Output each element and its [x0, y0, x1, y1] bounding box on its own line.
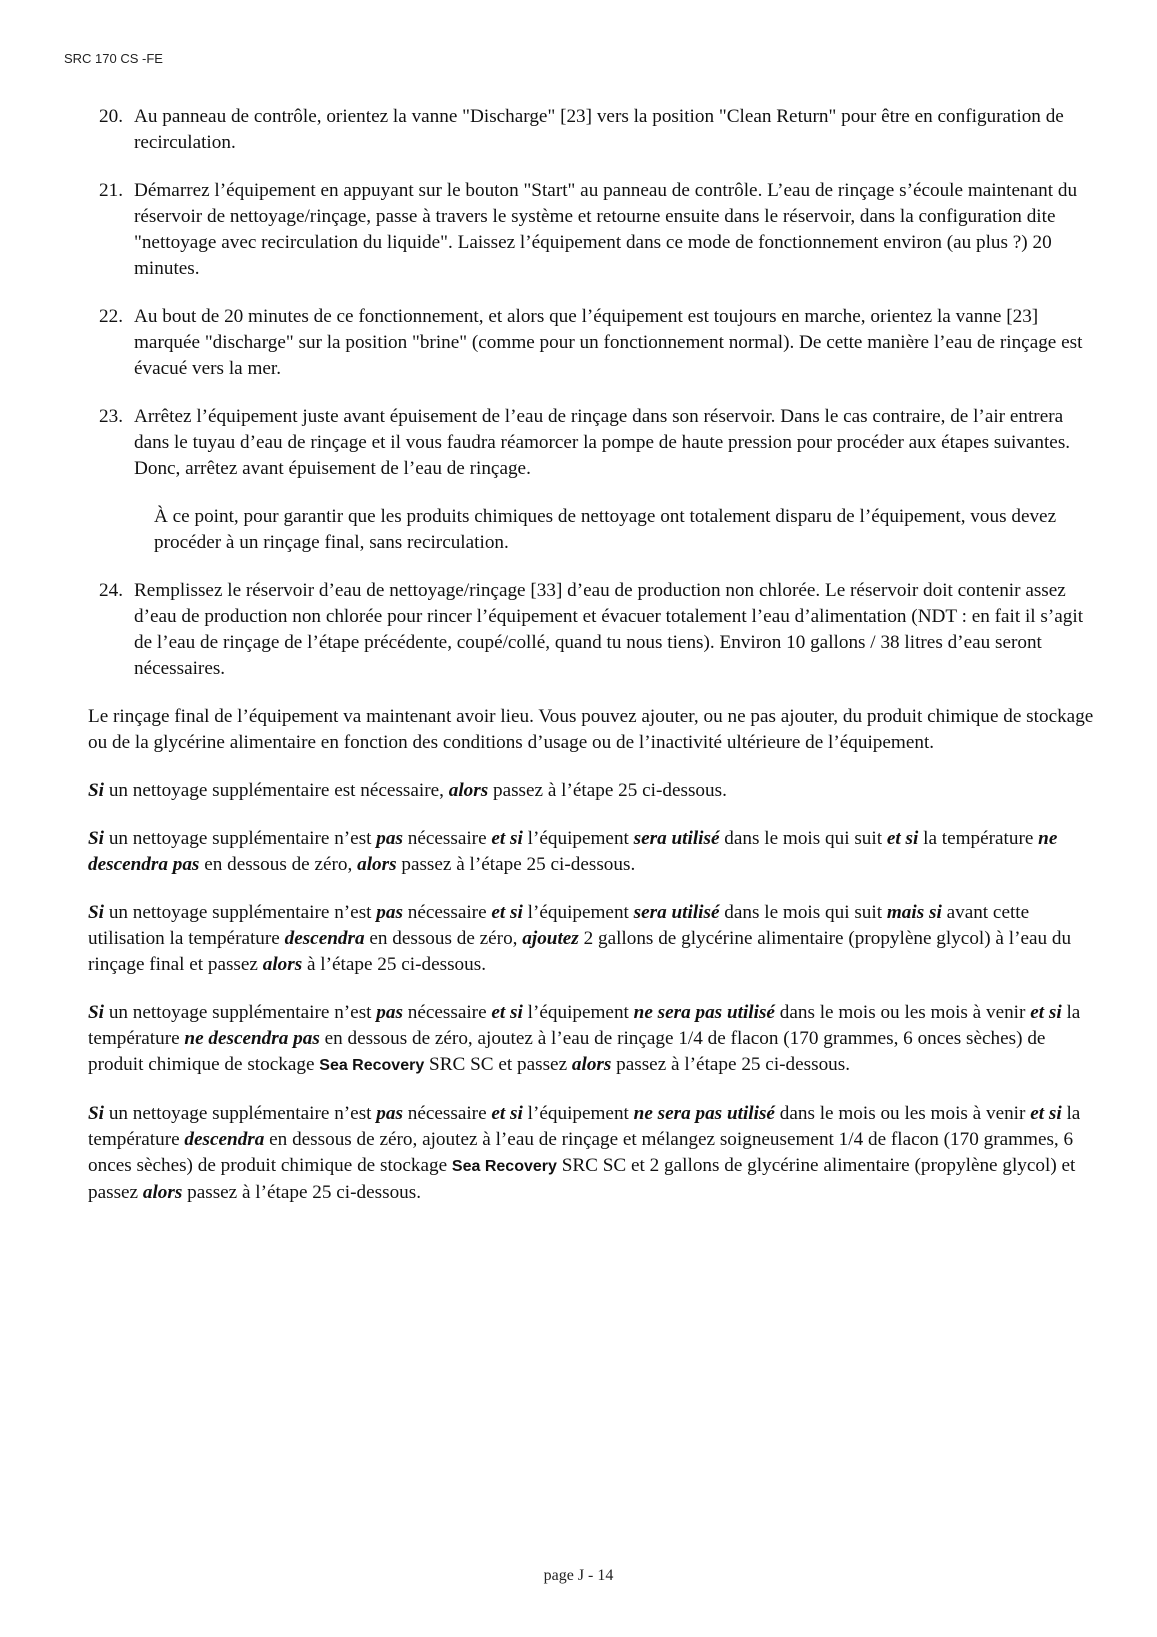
document-code-header: SRC 170 CS -FE: [64, 51, 163, 66]
emphasis-text: pas: [376, 828, 403, 849]
emphasis-text: Si: [88, 1103, 105, 1124]
emphasis-text: sera utilisé: [633, 902, 720, 923]
emphasis-text: et si: [491, 1002, 523, 1023]
emphasis-text: mais si: [886, 902, 942, 923]
step-24: [88, 578, 1098, 682]
emphasis-text: et si: [491, 902, 523, 923]
emphasis-text: Si: [88, 828, 105, 849]
condition-paragraph: [88, 826, 1098, 878]
step-number: 20.: [99, 106, 123, 127]
body-text: nécessaire: [402, 1002, 492, 1023]
body-text: dans le mois qui suit: [719, 902, 887, 923]
step-23-note: À ce point, pour garantir que les produits chimiques de nettoyage ont totalement disparu de l’équipement, vous devez procéder à un rinçage final, sans recirculation.: [154, 506, 1057, 553]
emphasis-text: descendra: [184, 1129, 265, 1150]
body-text: passez à l’étape 25 ci-dessous.: [182, 1182, 422, 1203]
body-text: SRC SC et 2 gallons de glycérine alimentaire (propylène glycol) et passez: [88, 1155, 1076, 1203]
emphasis-text: ne descendra pas: [184, 1028, 320, 1049]
body-text: SRC SC et passez: [424, 1054, 572, 1075]
emphasis-text: Si: [88, 902, 105, 923]
condition-paragraph: [88, 900, 1098, 978]
body-text: un nettoyage supplémentaire n’est: [104, 828, 377, 849]
emphasis-text: ne sera pas utilisé: [633, 1103, 775, 1124]
step-21: [88, 178, 1098, 282]
emphasis-text: Si: [88, 1002, 105, 1023]
body-text: l’équipement: [522, 1103, 634, 1124]
step-text: Arrêtez l’équipement juste avant épuisement de l’eau de rinçage dans son réservoir. Dans le cas contraire, de l’air entrera dans le tuyau d’eau de rinçage et il vous faudra réamorcer la pompe de haute pression pour procéder aux étapes suivantes. Donc, arrêtez avant épuisement de l’eau de rinçage.: [134, 406, 1071, 479]
body-text: nécessaire: [402, 828, 492, 849]
body-text: nécessaire: [402, 1103, 492, 1124]
emphasis-text: et si: [491, 828, 523, 849]
body-text: passez à l’étape 25 ci-dessous.: [488, 780, 727, 801]
step-number: 24.: [99, 580, 123, 601]
emphasis-text: Si: [88, 780, 105, 801]
step-text: Démarrez l’équipement en appuyant sur le bouton "Start" au panneau de contrôle. L’eau de rinçage s’écoule maintenant du réservoir de nettoyage/rinçage, passe à travers le système et retourne ensuite dans le réservoir, dans la configuration dite "nettoyage avec recirculation du liquide". Laissez l’équipement dans ce mode de fonctionnement environ (au plus ?) 20 minutes.: [134, 180, 1078, 279]
body-text: un nettoyage supplémentaire n’est: [104, 1002, 377, 1023]
condition-paragraph: [88, 778, 1098, 804]
body-text: en dessous de zéro, ajoutez à l’eau de rinçage et mélangez soigneusement 1/4 de flacon (170 grammes, 6 onces sèches) de produit chimique de stockage: [88, 1129, 1074, 1176]
brand-name: Sea Recovery: [319, 1057, 425, 1074]
body-text: un nettoyage supplémentaire n’est: [104, 902, 377, 923]
condition-paragraph: [88, 1101, 1098, 1206]
emphasis-text: et si: [1030, 1002, 1062, 1023]
body-text: un nettoyage supplémentaire est nécessaire,: [104, 780, 449, 801]
body-text: la température: [918, 828, 1039, 849]
step-22: [88, 304, 1098, 382]
document-body: [88, 104, 1098, 1228]
emphasis-text: pas: [376, 1103, 403, 1124]
body-text: l’équipement: [522, 828, 634, 849]
body-text: la température: [88, 1103, 1081, 1150]
emphasis-text: et si: [1030, 1103, 1062, 1124]
body-text: l’équipement: [522, 1002, 634, 1023]
body-text: nécessaire: [402, 902, 492, 923]
condition-paragraph: [88, 1000, 1098, 1079]
emphasis-text: alors: [357, 854, 397, 875]
emphasis-text: pas: [376, 902, 403, 923]
body-text: à l’étape 25 ci-dessous.: [302, 954, 487, 975]
step-20: [88, 104, 1098, 156]
body-text: avant cette utilisation la température: [88, 902, 1030, 949]
body-text: 2 gallons de glycérine alimentaire (propylène glycol) à l’eau du rinçage final et passez: [88, 928, 1072, 975]
emphasis-text: et si: [886, 828, 919, 849]
body-text: dans le mois ou les mois à venir: [774, 1103, 1031, 1124]
brand-name: Sea Recovery: [451, 1158, 557, 1175]
body-text: dans le mois qui suit: [719, 828, 887, 849]
emphasis-text: alors: [262, 954, 303, 975]
emphasis-text: ne descendra pas: [88, 828, 1058, 875]
emphasis-text: alors: [142, 1182, 183, 1203]
emphasis-text: descendra: [284, 928, 365, 949]
step-text: Au bout de 20 minutes de ce fonctionnement, et alors que l’équipement est toujours en marche, orientez la vanne [23] marquée "discharge" sur la position "brine" (comme pour un fonctionnement normal). De cette manière l’eau de rinçage est évacué vers la mer.: [134, 306, 1083, 379]
emphasis-text: sera utilisé: [633, 828, 720, 849]
step-number: 22.: [99, 306, 123, 327]
body-text: en dessous de zéro,: [199, 854, 358, 875]
final-rinse-intro: Le rinçage final de l’équipement va maintenant avoir lieu. Vous pouvez ajouter, ou ne pas ajouter, du produit chimique de stockage ou de la glycérine alimentaire en fonction des conditions d’usage ou de l’inactivité ultérieure de l’équipement.: [88, 706, 1094, 753]
emphasis-text: alors: [448, 780, 489, 801]
body-text: la température: [88, 1002, 1081, 1049]
emphasis-text: et si: [491, 1103, 523, 1124]
emphasis-text: pas: [376, 1002, 403, 1023]
step-text: Remplissez le réservoir d’eau de nettoyage/rinçage [33] d’eau de production non chlorée. Le réservoir doit contenir assez d’eau de production non chlorée pour rincer l’équipement et évacuer totalement l’eau d’alimentation (NDT : en fait il s’agit de l’eau de rinçage de l’étape précédente, coupé/collé, quand tu nous tiens). Environ 10 gallons / 38 litres d’eau seront nécessaires.: [134, 580, 1084, 679]
step-number: 23.: [99, 406, 123, 427]
emphasis-text: alors: [571, 1054, 612, 1075]
body-text: un nettoyage supplémentaire n’est: [104, 1103, 377, 1124]
body-text: en dessous de zéro,: [364, 928, 523, 949]
body-text: dans le mois ou les mois à venir: [774, 1002, 1031, 1023]
step-number: 21.: [99, 180, 123, 201]
body-text: en dessous de zéro, ajoutez à l’eau de rinçage 1/4 de flacon (170 grammes, 6 onces sèches) de produit chimique de stockage: [88, 1028, 1046, 1075]
step-23: [88, 404, 1098, 482]
body-text: passez à l’étape 25 ci-dessous.: [611, 1054, 851, 1075]
emphasis-text: ne sera pas utilisé: [633, 1002, 775, 1023]
body-text: passez à l’étape 25 ci-dessous.: [396, 854, 636, 875]
emphasis-text: ajoutez: [522, 928, 579, 949]
step-text: Au panneau de contrôle, orientez la vanne "Discharge" [23] vers la position "Clean Return" pour être en configuration de recirculation.: [134, 106, 1064, 153]
body-text: l’équipement: [522, 902, 634, 923]
page-number: page J - 14: [543, 1567, 614, 1584]
